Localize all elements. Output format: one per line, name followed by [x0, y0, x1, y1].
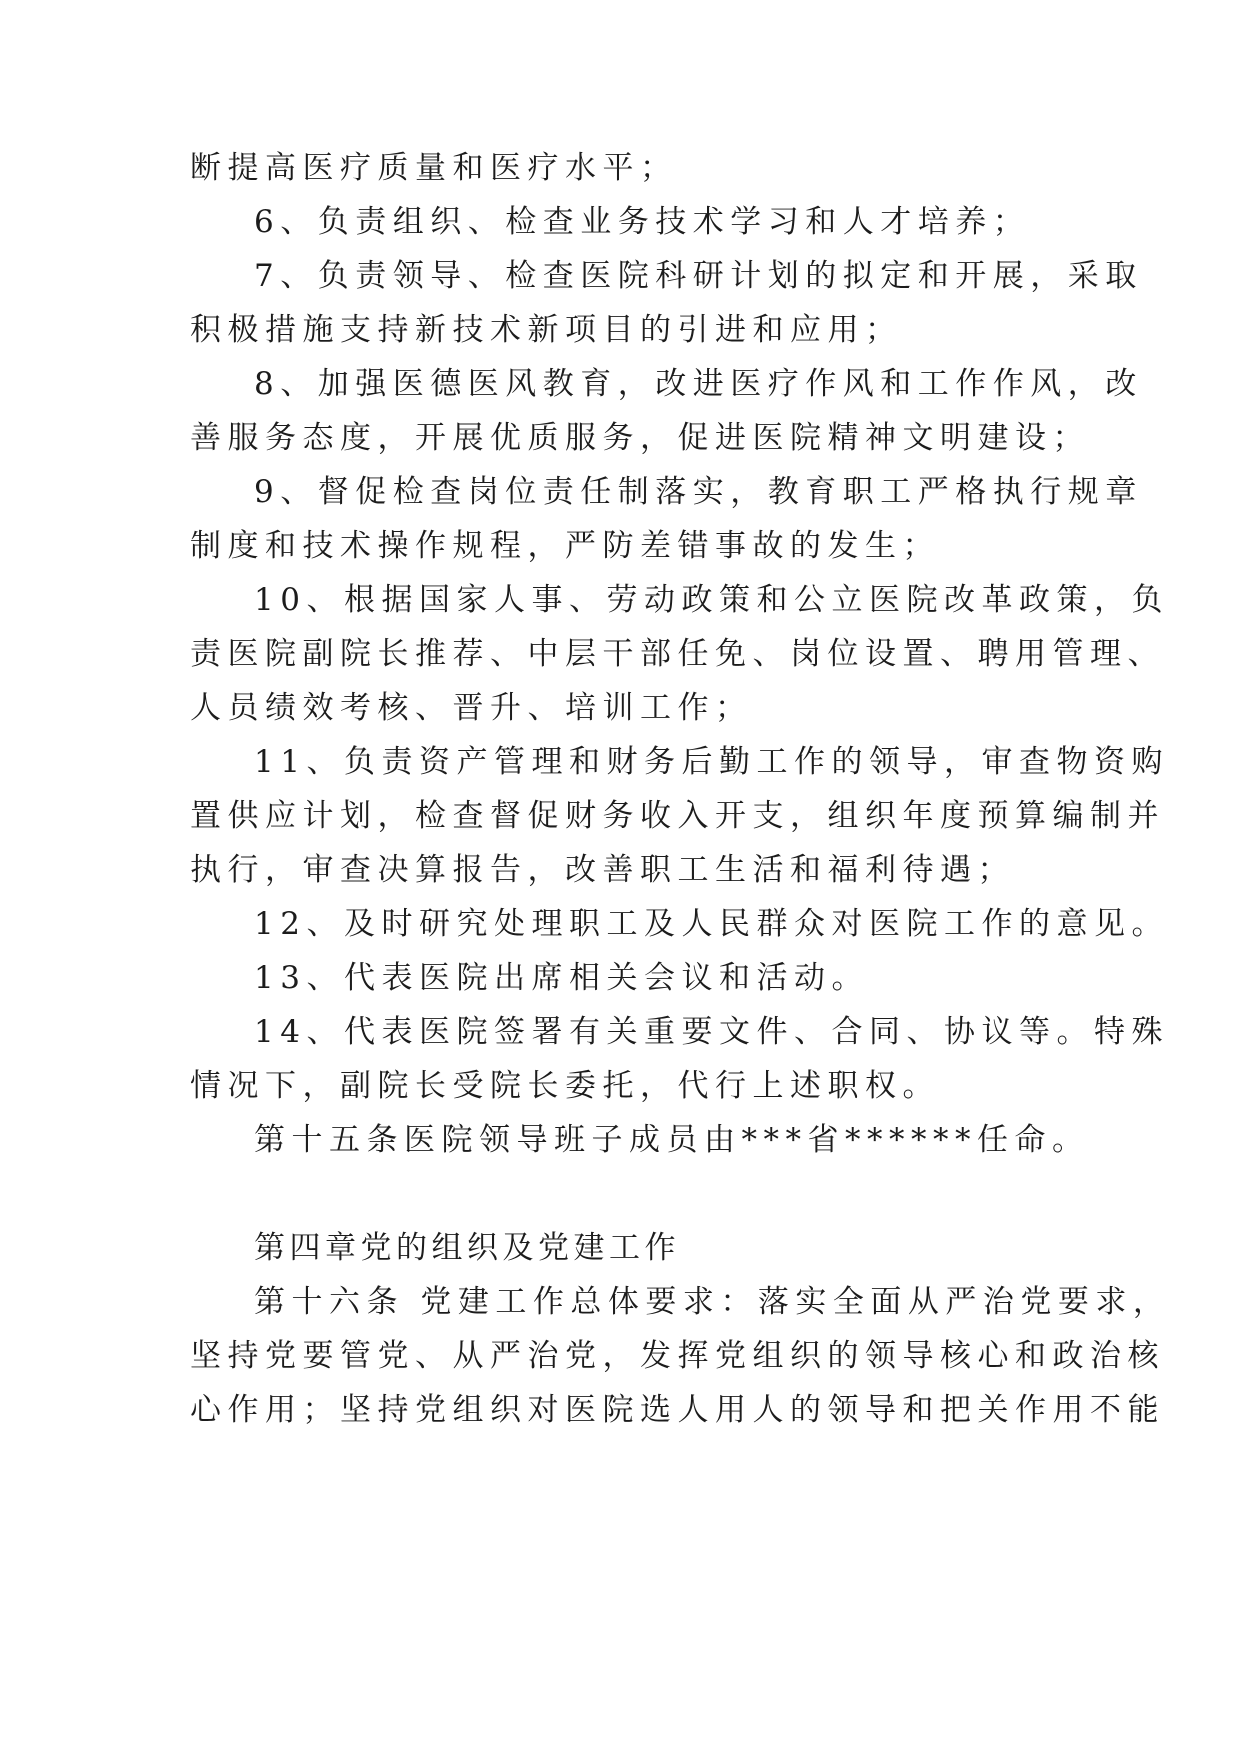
article-16: 第十六条 党建工作总体要求：落实全面从严治党要求， — [254, 1284, 1171, 1320]
list-item-13: 13、代表医院出席相关会议和活动。 — [254, 960, 869, 996]
chapter-heading: 第四章党的组织及党建工作 — [254, 1230, 680, 1266]
list-item-11: 11、负责资产管理和财务后勤工作的领导，审查物资购 — [254, 744, 1169, 780]
list-item-14-continuation: 情况下，副院长受院长委托，代行上述职权。 — [190, 1068, 940, 1104]
list-item-11-continuation: 执行，审查决算报告，改善职工生活和福利待遇； — [190, 852, 1015, 888]
article-16-continuation: 坚持党要管党、从严治党，发挥党组织的领导核心和政治核 — [190, 1338, 1165, 1374]
list-item-9: 9、督促检查岗位责任制落实，教育职工严格执行规章 — [254, 474, 1143, 510]
list-item-11-continuation: 置供应计划，检查督促财务收入开支，组织年度预算编制并 — [190, 798, 1165, 834]
list-item-10-continuation: 人员绩效考核、晋升、培训工作； — [190, 690, 753, 726]
list-item-10-continuation: 责医院副院长推荐、中层干部任免、岗位设置、聘用管理、 — [190, 636, 1165, 672]
paragraph-continuation-line: 断提高医疗质量和医疗水平； — [190, 150, 678, 186]
list-item-10: 10、根据国家人事、劳动政策和公立医院改革政策，负 — [254, 582, 1169, 618]
list-item-14: 14、代表医院签署有关重要文件、合同、协议等。特殊 — [254, 1014, 1169, 1050]
list-item-7-continuation: 积极措施支持新技术新项目的引进和应用； — [190, 312, 903, 348]
list-item-7: 7、负责领导、检查医院科研计划的拟定和开展，采取 — [254, 258, 1143, 294]
list-item-6: 6、负责组织、检查业务技术学习和人才培养； — [254, 204, 1031, 240]
article-15: 第十五条医院领导班子成员由***省******任命。 — [254, 1122, 1090, 1158]
list-item-8: 8、加强医德医风教育，改进医疗作风和工作作风，改 — [254, 366, 1143, 402]
list-item-9-continuation: 制度和技术操作规程，严防差错事故的发生； — [190, 528, 940, 564]
article-16-continuation: 心作用；坚持党组织对医院选人用人的领导和把关作用不能 — [190, 1392, 1165, 1428]
list-item-12: 12、及时研究处理职工及人民群众对医院工作的意见。 — [254, 906, 1169, 942]
list-item-8-continuation: 善服务态度，开展优质服务，促进医院精神文明建设； — [190, 420, 1090, 456]
